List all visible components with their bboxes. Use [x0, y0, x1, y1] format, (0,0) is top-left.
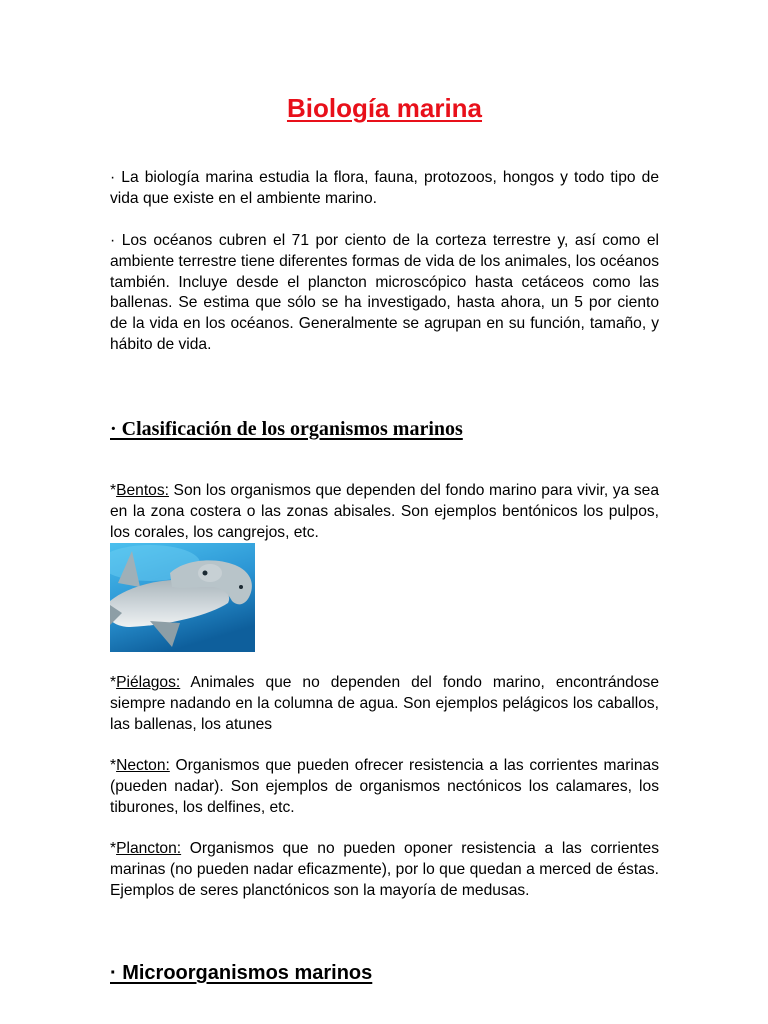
- term-necton: Necton:: [116, 757, 170, 774]
- intro-paragraph-1: · La biología marina estudia la flora, fauna, protozoos, hongos y todo tipo de vida que existe en el ambiente marino.: [110, 169, 659, 207]
- term-bentos: Bentos:: [116, 482, 169, 499]
- item-necton: [110, 756, 659, 818]
- item-pielagos: [110, 673, 659, 735]
- item-prefix: *: [110, 757, 117, 774]
- item-text-plancton: Organismos que no pueden oponer resistencia a las corrientes marinas (no pueden nadar eficazmente), por lo que quedan a merced de éstas. Ejemplos de seres planctónicos son la mayoría de medusas.: [110, 840, 659, 899]
- term-plancton: Plancton:: [116, 840, 182, 857]
- section-heading-classification: · Clasificación de los organismos marinos: [110, 418, 463, 440]
- item-text-necton: Organismos que pueden ofrecer resistencia a las corrientes marinas (pueden nadar). Son ejemplos de organismos nectónicos los calamares, los tiburones, los delfines, etc.: [110, 757, 659, 816]
- page-title: Biología marina: [286, 93, 483, 123]
- item-prefix: *: [110, 840, 117, 857]
- item-prefix: *: [110, 674, 117, 691]
- intro-paragraph-2: · Los océanos cubren el 71 por ciento de la corteza terrestre y, así como el ambiente terrestre tiene diferentes formas de vida de los animales, los océanos también. Incluye desde el plancton microscópico hasta cetáceos como las ballenas. Se estima que sólo se ha investigado, hasta ahora, un 5 por ciento de la vida en los océanos. Generalmente se agrupan en su función, tamaño, y hábito de vida.: [110, 232, 659, 353]
- item-text-pielagos: Animales que no dependen del fondo marino, encontrándose siempre nadando en la columna de agua. Son ejemplos pelágicos los caballos, las ballenas, los atunes: [110, 674, 659, 733]
- item-plancton: [110, 839, 659, 901]
- item-text-bentos: Son los organismos que dependen del fondo marino para vivir, ya sea en la zona costera o las zonas abisales. Son ejemplos bentónicos los pulpos, los corales, los cangrejos, etc.: [110, 482, 659, 541]
- term-pielagos: Piélagos:: [116, 674, 181, 691]
- item-bentos: [110, 481, 659, 543]
- item-prefix: *: [110, 482, 117, 499]
- section-heading-microorganisms: · Microorganismos marinos: [110, 962, 373, 984]
- hammerhead-shark-photo: [110, 543, 255, 652]
